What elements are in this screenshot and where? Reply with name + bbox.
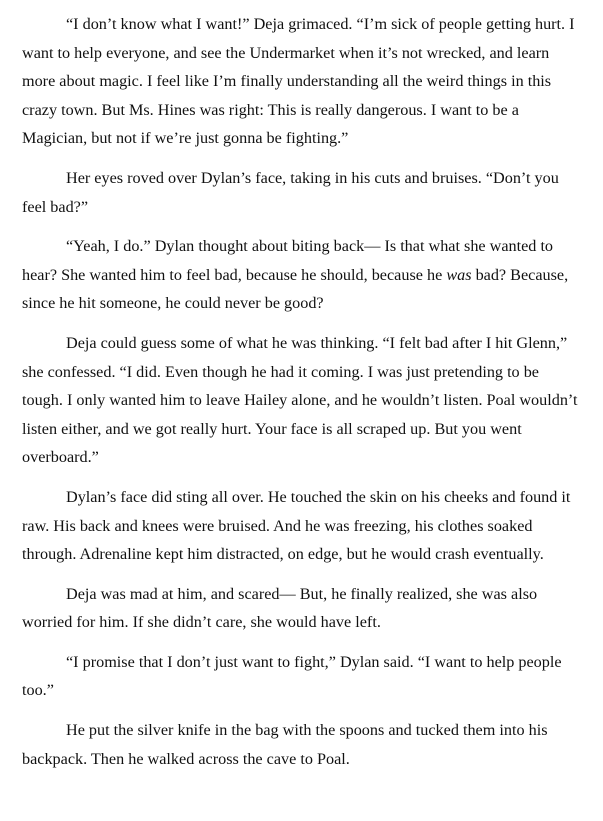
paragraph-3 <box>22 232 583 318</box>
paragraph-text: Her eyes roved over Dylan’s face, taking in his cuts and bruises. “Don’t you feel bad?” <box>22 168 559 216</box>
paragraph-text: “I don’t know what I want!” Deja grimaced. “I’m sick of people getting hurt. I want to help everyone, and see the Undermarket when it’s not wrecked, and learn more about magic. I feel like I’m finally understanding all the weird things in this crazy town. But Ms. Hines was right: This is really dangerous. I want to be a Magician, but not if we’re just gonna be fighting.” <box>22 15 575 148</box>
paragraph-text: Deja could guess some of what he was thinking. “I felt bad after I hit Glenn,” she confessed. “I did. Even though he had it coming. I was just pretending to be tough. I only wanted him to leave Hailey alone, and he wouldn’t listen. Poal wouldn’t listen either, and we got really hurt. Your face is all scraped up. But you went overboard.” <box>22 333 578 467</box>
paragraph-text: Dylan’s face did sting all over. He touched the skin on his cheeks and found it raw. His back and knees were bruised. And he was freezing, his clothes soaked through. Adrenaline kept him distracted, on edge, but he would crash eventually. <box>22 487 571 564</box>
paragraph-text: Deja was mad at him, and scared— But, he finally realized, she was also worried for him. If she didn’t care, she would have left. <box>22 584 538 632</box>
paragraph-7 <box>22 648 583 705</box>
paragraph-6 <box>22 580 583 637</box>
paragraph-4 <box>22 329 583 472</box>
paragraph-text: He put the silver knife in the bag with the spoons and tucked them into his backpack. Then he walked across the cave to Poal. <box>22 721 548 768</box>
emphasized-word: was <box>446 265 472 284</box>
paragraph-text: bad? Because, since he hit someone, he could never be good? <box>22 265 569 313</box>
paragraph-2 <box>22 164 583 221</box>
paragraph-text: “Yeah, I do.” Dylan thought about biting back— Is that what she wanted to hear? She wanted him to feel bad, because he should, because he <box>22 237 554 284</box>
paragraph-text: “I promise that I don’t just want to fight,” Dylan said. “I want to help people too.” <box>22 652 562 700</box>
paragraph-8 <box>22 716 583 773</box>
paragraph-1 <box>22 10 583 153</box>
paragraph-5 <box>22 483 583 569</box>
